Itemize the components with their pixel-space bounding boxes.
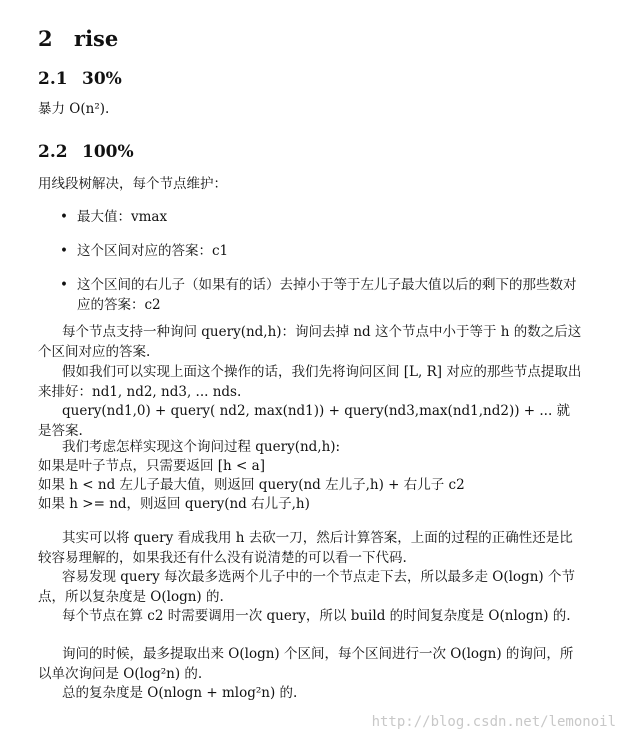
case-line: 如果 h >= nd，则返回 query(nd 右儿子,h) xyxy=(38,496,310,512)
paragraph: 每个节点支持一种询问 query(nd,h)：询问去掉 nd 这个节点中小于等于 h 的数之后这个区间对应的答案. xyxy=(38,324,582,360)
bullet-dot: • xyxy=(60,243,68,259)
subsection-2-intro: 用线段树解决，每个节点维护： xyxy=(38,176,227,192)
subsection-number-1: 2.1 xyxy=(38,69,68,89)
paragraph: 假如我们可以实现上面这个操作的话，我们先将询问区间 [L, R] 对应的那些节点提取出来排好：nd1, nd2, nd3, ... nds. xyxy=(38,364,582,400)
section-title: rise xyxy=(74,26,119,51)
bullet-text: 这个区间对应的答案：c1 xyxy=(77,243,229,259)
subsection-heading-1 xyxy=(38,69,122,89)
paragraph: 我们考虑怎样实现这个询问过程 query(nd,h): xyxy=(62,439,341,455)
watermark-url: http://blog.csdn.net/lemonoil xyxy=(371,714,616,730)
paragraph: 容易发现 query 每次最多选两个儿子中的一个节点走下去，所以最多走 O(logn) 个节点，所以复杂度是 O(logn) 的. xyxy=(38,569,575,605)
bullet-text: 这个区间的右儿子（如果有的话）去掉小于等于左儿子最大值以后的剩下的那些数对应的答案：c2 xyxy=(77,277,577,313)
bullet-list xyxy=(60,207,588,315)
subsection-heading-2 xyxy=(38,142,134,162)
case-line: 如果 h < nd 左儿子最大值，则返回 query(nd 左儿子,h) + 右儿子 c2 xyxy=(38,477,465,493)
paragraph: query(nd1,0) + query( nd2, max(nd1)) + query(nd3,max(nd1,nd2)) + ... 就是答案. xyxy=(38,403,571,439)
subsection-number-2: 2.2 xyxy=(38,142,68,162)
list-item xyxy=(60,241,588,261)
list-item xyxy=(60,275,588,315)
subsection-1-text: 暴力 O(n²). xyxy=(38,101,110,117)
paragraph: 每个节点在算 c2 时需要调用一次 query，所以 build 的时间复杂度是 O(nlogn) 的. xyxy=(62,608,571,624)
paragraph: 总的复杂度是 O(nlogn + mlog²n) 的. xyxy=(62,685,298,701)
case-line: 如果是叶子节点，只需要返回 [h < a] xyxy=(38,458,265,474)
paragraph: 其实可以将 query 看成我用 h 去砍一刀，然后计算答案，上面的过程的正确性还是比较容易理解的，如果我还有什么没有说清楚的可以看一下代码. xyxy=(38,530,573,566)
section-number: 2 xyxy=(38,26,53,51)
bullet-text: 最大值：vmax xyxy=(77,209,168,225)
paragraph: 询问的时候，最多提取出来 O(logn) 个区间，每个区间进行一次 O(logn) 的询问，所以单次询问是 O(log²n) 的. xyxy=(38,646,574,682)
list-item xyxy=(60,207,588,227)
bullet-dot: • xyxy=(60,209,68,225)
subsection-title-1: 30% xyxy=(82,69,122,89)
bullet-dot: • xyxy=(60,277,68,293)
subsection-title-2: 100% xyxy=(82,142,134,162)
section-heading xyxy=(38,26,118,51)
